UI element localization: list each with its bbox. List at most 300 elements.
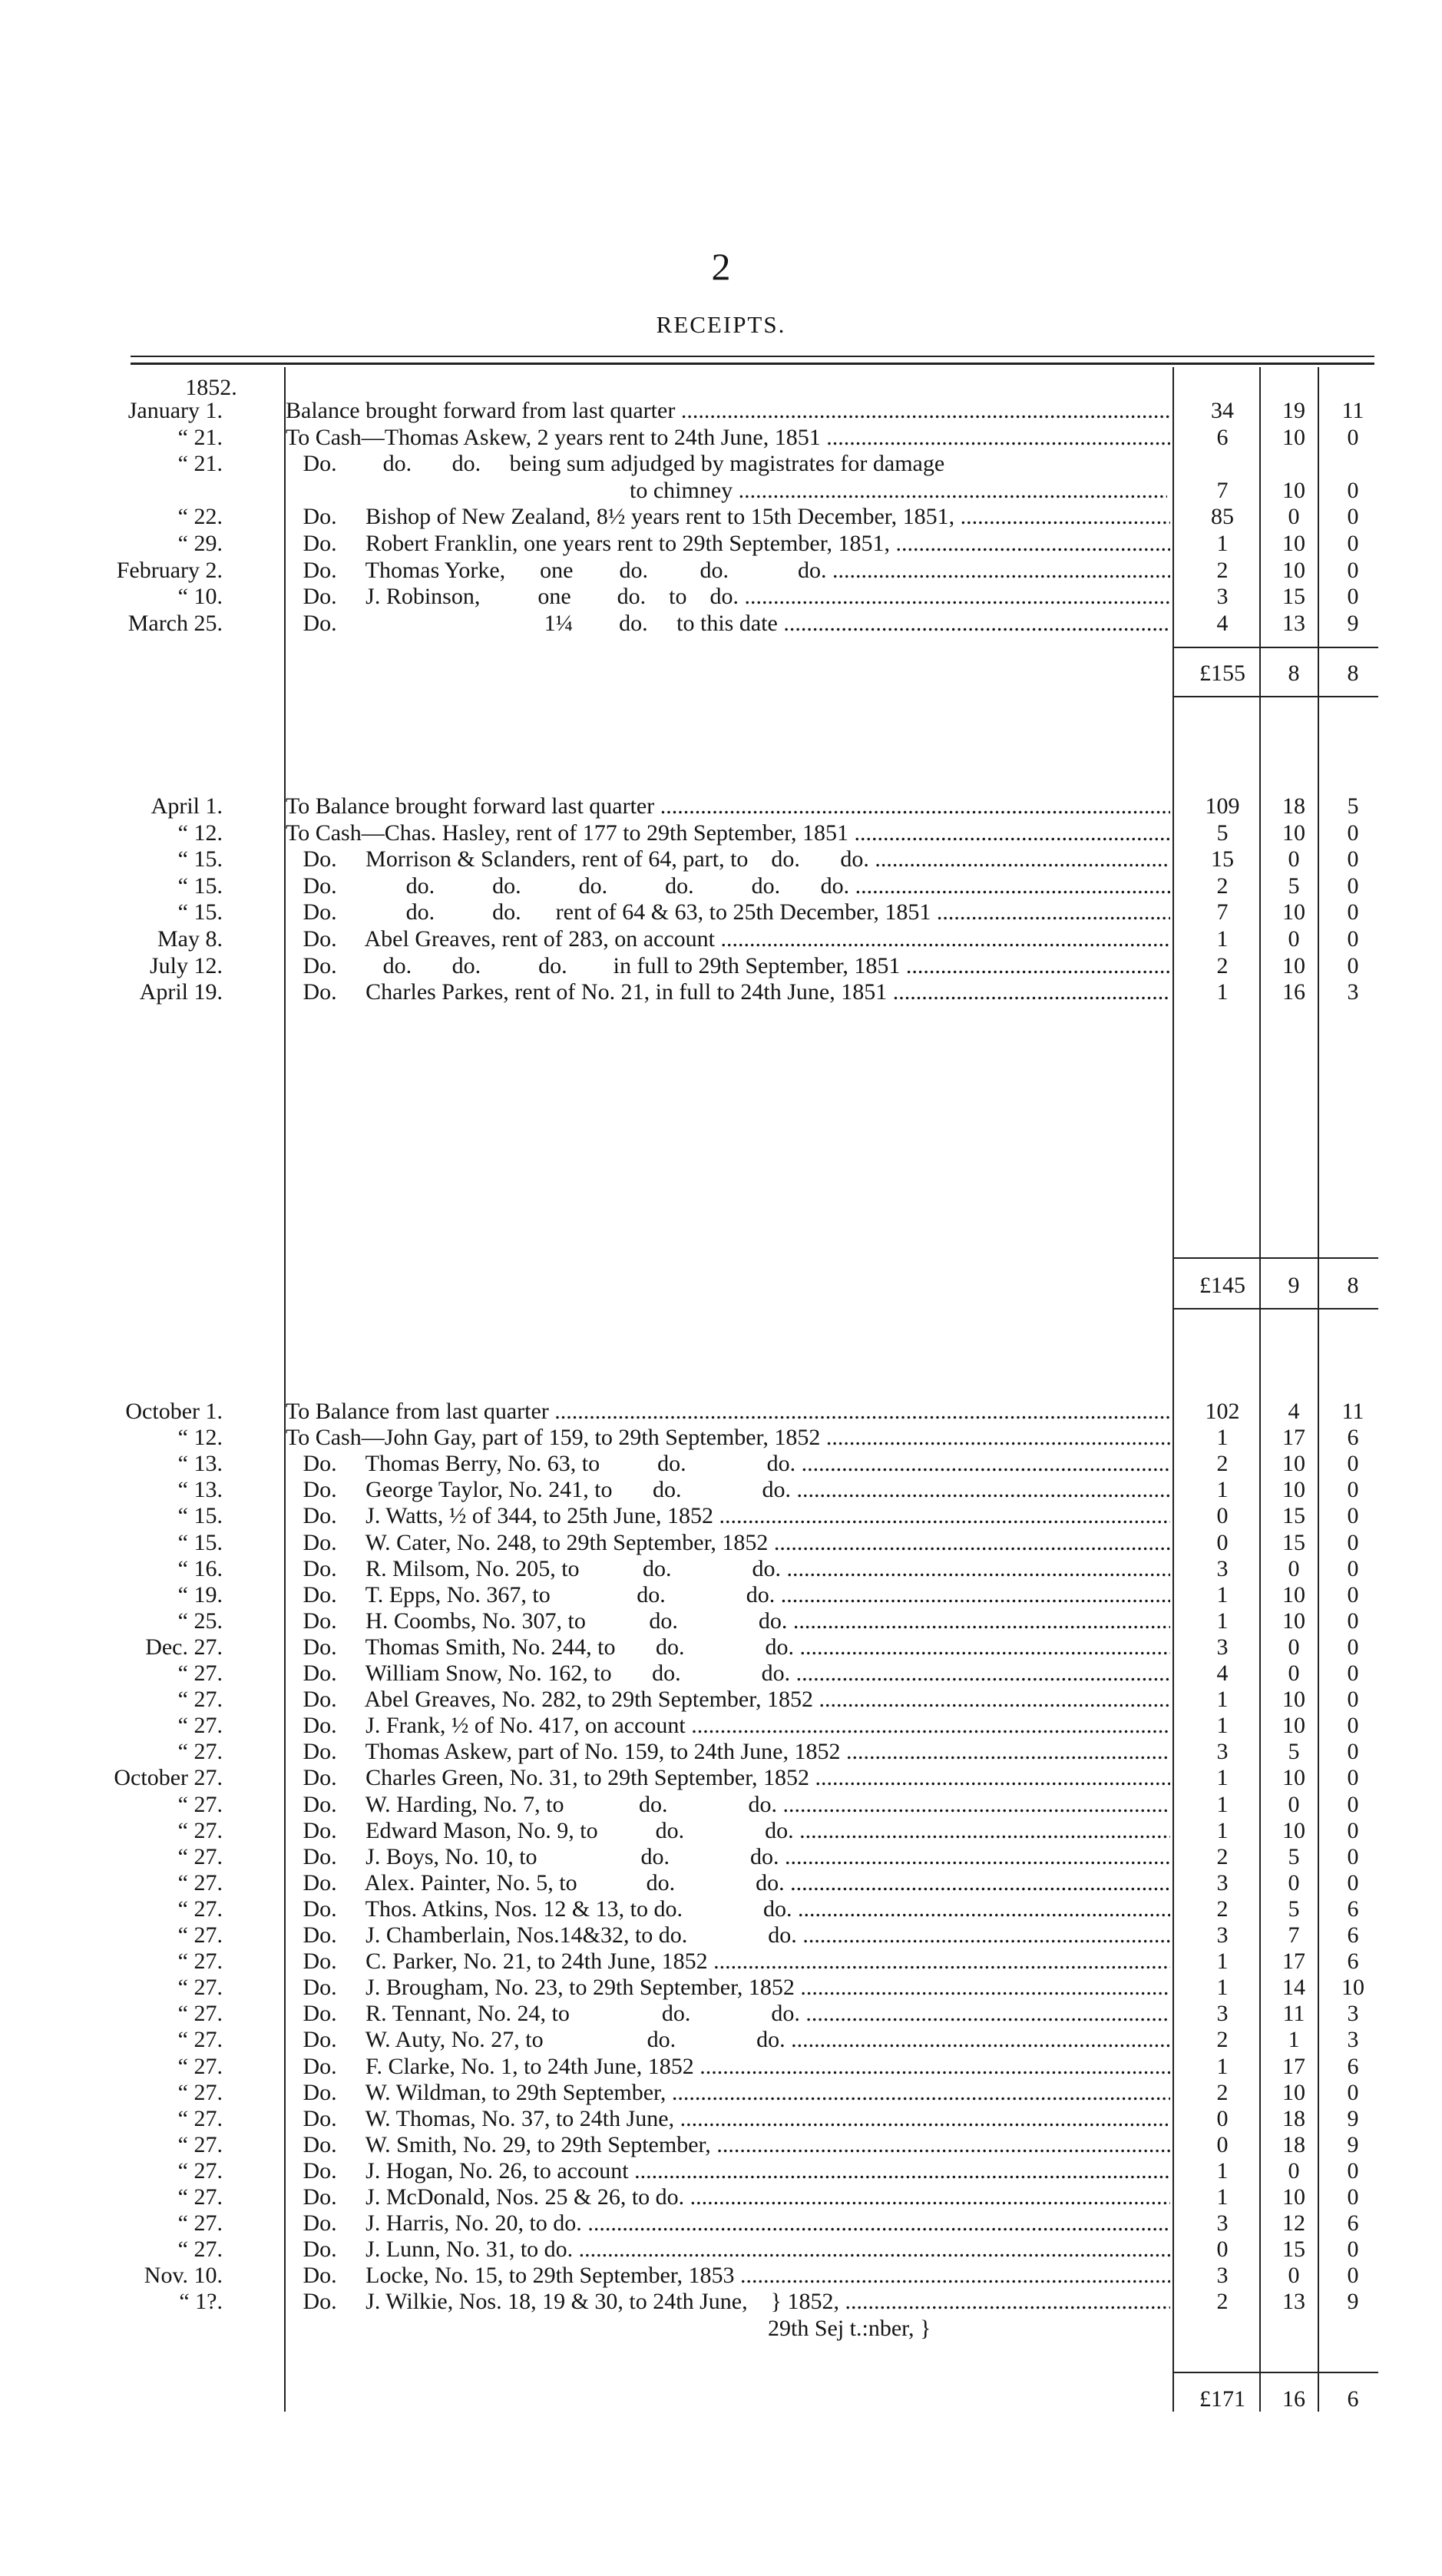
entry-description: Do. J. Brougham, No. 23, to 29th September, 1852 ..... (286, 1975, 1170, 2001)
entry-date: “ 29. (177, 531, 223, 556)
amount-pounds: 3 (1216, 2263, 1229, 2288)
amount-shillings: 13 (1282, 611, 1305, 636)
ledger-row (0, 846, 1442, 872)
amount-shillings: 10 (1282, 425, 1305, 450)
entry-description: Do. Thomas Askew, part of No. 159, to 24th June, 1852 ..... (286, 1739, 1170, 1765)
amount-shillings: 0 (1288, 1792, 1300, 1817)
entry-date: May 8. (157, 926, 223, 952)
amount-pounds: 2 (1216, 1451, 1229, 1476)
entry-description: 29th Sej t.:nber, } (768, 2316, 931, 2341)
entry-date: “ 27. (177, 1687, 223, 1712)
ledger-row (0, 398, 1442, 424)
entry-description: To Cash—Thomas Askew, 2 years rent to 24th June, 1851 ..... (286, 425, 1170, 451)
amount-pence: 10 (1341, 1975, 1364, 2000)
ledger-row (0, 2210, 1442, 2237)
entry-description: Do. F. Clarke, No. 1, to 24th June, 1852 ..... (286, 2054, 1170, 2080)
amount-pence: 0 (1347, 2184, 1359, 2210)
amount-pence: 0 (1347, 953, 1359, 978)
amount-shillings: 0 (1288, 1660, 1300, 1686)
amount-shillings: 10 (1282, 953, 1305, 978)
ledger-row (0, 1608, 1442, 1634)
ledger-row (0, 611, 1442, 637)
entry-date: April 1. (150, 793, 223, 819)
amount-pence: 0 (1347, 558, 1359, 583)
entry-date: “ 27. (177, 1975, 223, 2000)
amount-shillings: 1 (1288, 2027, 1300, 2052)
amount-shillings: 15 (1282, 2237, 1305, 2262)
amount-pounds: 1 (1216, 1477, 1229, 1502)
amount-pence: 0 (1347, 1634, 1359, 1660)
section-total-row (0, 1273, 1442, 1299)
entry-date: “ 27. (177, 2054, 223, 2079)
entry-description: To Cash—John Gay, part of 159, to 29th September, 1852 ..... (286, 1425, 1170, 1451)
amount-pounds: 0 (1216, 1530, 1229, 1555)
entry-description: Do. Thomas Berry, No. 63, to do. do. ..... (286, 1451, 1170, 1477)
amount-pence: 0 (1347, 2158, 1359, 2184)
entry-description: Do. do. do. rent of 64 & 63, to 25th December, 1851 ..... (286, 899, 1170, 925)
ledger-row (0, 926, 1442, 952)
amount-pounds: 1 (1216, 1949, 1229, 1974)
amount-pence: 0 (1347, 2263, 1359, 2288)
entry-date: “ 27. (177, 1660, 223, 1686)
ledger-row (0, 1975, 1442, 2001)
amount-pounds: 4 (1216, 1660, 1229, 1686)
entry-description: Do. Charles Parkes, rent of No. 21, in full to 24th June, 1851 ..... (286, 979, 1170, 1005)
entry-date: “ 27. (177, 2132, 223, 2157)
entry-description: Do. Bishop of New Zealand, 8½ years rent to 15th December, 1851, ..... (286, 504, 1170, 530)
amount-pence: 6 (1347, 1896, 1359, 1922)
entry-description: Do. H. Coombs, No. 307, to do. do. ..... (286, 1608, 1170, 1634)
total-pounds: £171 (1199, 2386, 1245, 2412)
amount-shillings: 10 (1282, 1608, 1305, 1634)
amount-shillings: 0 (1288, 926, 1300, 952)
amount-pence: 0 (1347, 1739, 1359, 1764)
ledger-row (0, 451, 1442, 477)
entry-date: July 12. (149, 953, 223, 978)
amount-pence: 0 (1347, 1660, 1359, 1686)
entry-date: “ 15. (177, 873, 223, 899)
amount-pounds: 2 (1216, 2027, 1229, 2052)
ledger-row (0, 1792, 1442, 1818)
ledger-row (0, 2054, 1442, 2080)
year-label: 1852. (185, 375, 237, 400)
ledger-row (0, 899, 1442, 925)
entry-description: Do. Abel Greaves, No. 282, to 29th September, 1852 ..... (286, 1687, 1170, 1713)
amount-pence: 9 (1347, 2132, 1359, 2157)
amount-pence: 0 (1347, 1818, 1359, 1843)
entry-date: “ 27. (177, 1739, 223, 1764)
amount-pence: 3 (1347, 979, 1359, 1005)
entry-date: “ 25. (177, 1608, 223, 1634)
entry-description: Do. R. Milsom, No. 205, to do. do. ..... (286, 1556, 1170, 1582)
entry-date: “ 27. (177, 2158, 223, 2184)
ledger-row (0, 2158, 1442, 2184)
amount-pence: 0 (1347, 1792, 1359, 1817)
amount-shillings: 10 (1282, 478, 1305, 503)
amount-shillings: 10 (1282, 1765, 1305, 1790)
entry-description: Do. J. Watts, ½ of 344, to 25th June, 1852 ..... (286, 1503, 1170, 1529)
entry-description: To Balance brought forward last quarter ..... (286, 793, 1170, 819)
amount-pounds: 7 (1216, 899, 1229, 925)
amount-pence: 3 (1347, 2027, 1359, 2052)
entry-description: Do. J. Wilkie, Nos. 18, 19 & 30, to 24th June, } 1852, ..... (286, 2289, 1170, 2315)
amount-shillings: 5 (1288, 1844, 1300, 1869)
amount-pence: 0 (1347, 1451, 1359, 1476)
total-pence: 8 (1347, 1273, 1359, 1298)
entry-date: Nov. 10. (144, 2263, 223, 2288)
total-bottom-rule (1173, 696, 1378, 697)
amount-pounds: 1 (1216, 1765, 1229, 1790)
amount-pounds: 1 (1216, 926, 1229, 952)
amount-shillings: 7 (1288, 1922, 1300, 1948)
entry-date: “ 27. (177, 2106, 223, 2131)
amount-pounds: 1 (1216, 1975, 1229, 2000)
entry-description: Do. Morrison & Sclanders, rent of 64, part, to do. do. ..... (286, 846, 1170, 872)
amount-shillings: 4 (1288, 1399, 1300, 1424)
ledger-row (0, 1399, 1442, 1425)
amount-pounds: 102 (1205, 1399, 1240, 1424)
entry-date: “ 12. (177, 1425, 223, 1450)
amount-pence: 0 (1347, 478, 1359, 503)
amount-shillings: 16 (1282, 979, 1305, 1005)
amount-pounds: 109 (1205, 793, 1240, 819)
amount-shillings: 10 (1282, 899, 1305, 925)
amount-pounds: 6 (1216, 425, 1229, 450)
ledger-row (0, 2080, 1442, 2106)
section-total-row (0, 2386, 1442, 2412)
ledger-row (0, 2106, 1442, 2132)
entry-date: “ 13. (177, 1477, 223, 1502)
amount-shillings: 10 (1282, 1477, 1305, 1502)
ledger-row (0, 1765, 1442, 1791)
ledger-row (0, 820, 1442, 846)
ledger-row (0, 2289, 1442, 2315)
amount-pence: 9 (1347, 2106, 1359, 2131)
ledger-row (0, 2027, 1442, 2053)
amount-pence: 6 (1347, 1949, 1359, 1974)
ledger-row (0, 1582, 1442, 1608)
entry-description: Do. W. Thomas, No. 37, to 24th June, ..... (286, 2106, 1170, 2132)
entry-date: “ 22. (177, 504, 223, 529)
total-pounds: £155 (1199, 661, 1245, 686)
entry-description: Do. C. Parker, No. 21, to 24th June, 1852 ..... (286, 1949, 1170, 1975)
ledger-row (0, 531, 1442, 557)
entry-description: Do. J. Frank, ½ of No. 417, on account ..... (286, 1713, 1170, 1739)
entry-date: “ 27. (177, 1922, 223, 1948)
entry-date: “ 13. (177, 1451, 223, 1476)
amount-pence: 0 (1347, 425, 1359, 450)
amount-pounds: 5 (1216, 820, 1229, 846)
amount-pence: 0 (1347, 873, 1359, 899)
entry-date: “ 27. (177, 2001, 223, 2026)
amount-pence: 11 (1341, 1399, 1364, 1424)
ledger-row (0, 2316, 1442, 2342)
amount-pounds: 2 (1216, 2289, 1229, 2314)
amount-shillings: 11 (1282, 2001, 1305, 2026)
amount-pounds: 1 (1216, 1792, 1229, 1817)
entry-description: To Cash—Chas. Hasley, rent of 177 to 29th September, 1851 ..... (286, 820, 1170, 846)
amount-shillings: 10 (1282, 2184, 1305, 2210)
amount-shillings: 10 (1282, 1451, 1305, 1476)
ledger-row (0, 2237, 1442, 2263)
entry-description: Do. J. Boys, No. 10, to do. do. ..... (286, 1844, 1170, 1870)
amount-pence: 11 (1341, 398, 1364, 423)
entry-date: February 2. (116, 558, 223, 583)
entry-date: “ 12. (177, 820, 223, 846)
entry-description: Do. W. Smith, No. 29, to 29th September, ..... (286, 2132, 1170, 2158)
amount-pence: 5 (1347, 793, 1359, 819)
amount-pence: 0 (1347, 1687, 1359, 1712)
amount-pence: 0 (1347, 531, 1359, 556)
amount-pounds: 2 (1216, 558, 1229, 583)
entry-description: Do. do. do. do. do. do. do. ..... (286, 873, 1170, 899)
amount-pounds: 3 (1216, 1556, 1229, 1581)
amount-pounds: 3 (1216, 1739, 1229, 1764)
amount-shillings: 17 (1282, 1425, 1305, 1450)
ledger-row (0, 873, 1442, 899)
amount-pence: 0 (1347, 820, 1359, 846)
amount-pounds: 2 (1216, 873, 1229, 899)
amount-shillings: 17 (1282, 2054, 1305, 2079)
entry-date: “ 15. (177, 1530, 223, 1555)
amount-shillings: 0 (1288, 1634, 1300, 1660)
ledger-row (0, 1503, 1442, 1529)
amount-pounds: 1 (1216, 979, 1229, 1005)
ledger-row (0, 478, 1442, 504)
entry-description: Do. Thomas Yorke, one do. do. do. ..... (286, 558, 1170, 584)
entry-description: Do. Abel Greaves, rent of 283, on account ..... (286, 926, 1170, 952)
amount-shillings: 10 (1282, 1687, 1305, 1712)
entry-description: Do. George Taylor, No. 241, to do. do. ..... (286, 1477, 1170, 1503)
entry-date: “ 27. (177, 1713, 223, 1738)
total-shillings: 9 (1288, 1273, 1300, 1298)
ledger-row (0, 793, 1442, 819)
amount-pence: 0 (1347, 1870, 1359, 1896)
ledger-row (0, 2001, 1442, 2027)
amount-pounds: 3 (1216, 1634, 1229, 1660)
entry-description: Do. R. Tennant, No. 24, to do. do. ..... (286, 2001, 1170, 2027)
entry-date: Dec. 27. (145, 1634, 223, 1660)
entry-description: Do. Alex. Painter, No. 5, to do. do. ..... (286, 1870, 1170, 1896)
ledger-row (0, 1425, 1442, 1451)
entry-date: March 25. (127, 611, 223, 636)
amount-shillings: 0 (1288, 1556, 1300, 1581)
amount-shillings: 0 (1288, 2263, 1300, 2288)
amount-pence: 9 (1347, 2289, 1359, 2314)
entry-date: “ 21. (177, 451, 223, 476)
entry-description: Do. do. do. do. in full to 29th September, 1851 ..... (286, 953, 1170, 979)
amount-pence: 9 (1347, 611, 1359, 636)
entry-date: “ 27. (177, 2237, 223, 2262)
amount-shillings: 0 (1288, 1870, 1300, 1896)
amount-pence: 0 (1347, 1556, 1359, 1581)
entry-date: “ 15. (177, 846, 223, 872)
amount-pounds: 0 (1216, 2132, 1229, 2157)
entry-description: Do. J. Lunn, No. 31, to do. ..... (286, 2237, 1170, 2263)
ledger-row (0, 2263, 1442, 2289)
amount-pounds: 2 (1216, 1844, 1229, 1869)
entry-date: “ 27. (177, 1896, 223, 1922)
total-pence: 8 (1347, 661, 1359, 686)
amount-shillings: 18 (1282, 2132, 1305, 2157)
ledger-row (0, 2184, 1442, 2210)
ledger-row (0, 979, 1442, 1005)
entry-description: Do. Edward Mason, No. 9, to do. do. ..... (286, 1818, 1170, 1844)
amount-pence: 0 (1347, 1713, 1359, 1738)
total-pounds: £145 (1199, 1273, 1245, 1298)
amount-pence: 0 (1347, 1765, 1359, 1790)
entry-description: Do. Charles Green, No. 31, to 29th September, 1852 ..... (286, 1765, 1170, 1791)
entry-date: “ 27. (177, 2184, 223, 2210)
amount-shillings: 12 (1282, 2210, 1305, 2236)
amount-shillings: 10 (1282, 1713, 1305, 1738)
entry-date: “ 19. (177, 1582, 223, 1608)
ledger-row (0, 1660, 1442, 1687)
ledger-row (0, 1530, 1442, 1556)
amount-shillings: 19 (1282, 398, 1305, 423)
page-number: 2 (711, 245, 731, 288)
total-rule (1173, 2372, 1378, 2373)
amount-pounds: 1 (1216, 1582, 1229, 1608)
amount-pounds: 0 (1216, 1503, 1229, 1528)
entry-description: Do. J. Hogan, No. 26, to account ..... (286, 2158, 1170, 2184)
entry-date: “ 1?. (179, 2289, 223, 2314)
ledger-row (0, 1818, 1442, 1844)
amount-shillings: 10 (1282, 2080, 1305, 2105)
amount-shillings: 0 (1288, 504, 1300, 529)
ledger-row (0, 1634, 1442, 1660)
ledger-row (0, 1844, 1442, 1870)
entry-description: To Balance from last quarter ..... (286, 1399, 1170, 1425)
amount-shillings: 5 (1288, 1896, 1300, 1922)
ledger-row (0, 2132, 1442, 2158)
amount-pounds: 3 (1216, 2210, 1229, 2236)
entry-description: Do. W. Harding, No. 7, to do. do. ..... (286, 1792, 1170, 1818)
total-rule (1173, 647, 1378, 648)
entry-description: Do. J. Harris, No. 20, to do. ..... (286, 2210, 1170, 2237)
amount-pence: 0 (1347, 1477, 1359, 1502)
entry-date: “ 27. (177, 2080, 223, 2105)
amount-shillings: 15 (1282, 1530, 1305, 1555)
entry-date: “ 27. (177, 1844, 223, 1869)
amount-pence: 0 (1347, 1608, 1359, 1634)
entry-description: Do. Robert Franklin, one years rent to 29th September, 1851, ..... (286, 531, 1170, 557)
entry-date: “ 27. (177, 1870, 223, 1896)
entry-date: January 1. (127, 398, 223, 423)
ledger-row (0, 425, 1442, 451)
total-bottom-rule (1173, 1308, 1378, 1310)
entry-description: Balance brought forward from last quarter ..... (286, 398, 1170, 424)
ledger-row (0, 1949, 1442, 1975)
amount-pounds: 0 (1216, 2106, 1229, 2131)
ledger-row (0, 1870, 1442, 1896)
entry-date: October 27. (114, 1765, 223, 1790)
amount-shillings: 0 (1288, 2158, 1300, 2184)
amount-pence: 0 (1347, 1844, 1359, 1869)
amount-pence: 6 (1347, 2054, 1359, 2079)
ledger-row (0, 1713, 1442, 1739)
amount-pounds: 2 (1216, 1896, 1229, 1922)
amount-shillings: 10 (1282, 558, 1305, 583)
entry-description: Do. do. do. being sum adjudged by magistrates for damage (286, 451, 945, 476)
amount-pence: 0 (1347, 1530, 1359, 1555)
entry-description: Do. T. Epps, No. 367, to do. do. ..... (286, 1582, 1170, 1608)
ledger-row (0, 1451, 1442, 1477)
entry-date: “ 10. (177, 584, 223, 609)
entry-description: Do. Thomas Smith, No. 244, to do. do. ..... (286, 1634, 1170, 1660)
total-shillings: 16 (1282, 2386, 1305, 2412)
amount-pence: 0 (1347, 504, 1359, 529)
amount-shillings: 10 (1282, 531, 1305, 556)
entry-date: “ 27. (177, 1949, 223, 1974)
section-total-row (0, 661, 1442, 687)
amount-pence: 0 (1347, 2080, 1359, 2105)
amount-pounds: 7 (1216, 478, 1229, 503)
amount-shillings: 14 (1282, 1975, 1305, 2000)
amount-shillings: 5 (1288, 873, 1300, 899)
amount-pounds: 1 (1216, 1713, 1229, 1738)
ledger-row (0, 1556, 1442, 1582)
amount-pounds: 3 (1216, 1922, 1229, 1948)
entry-date: April 19. (139, 979, 223, 1005)
amount-pounds: 2 (1216, 2080, 1229, 2105)
amount-pounds: 1 (1216, 1608, 1229, 1634)
amount-shillings: 15 (1282, 584, 1305, 609)
entry-description: to chimney ..... (630, 478, 1167, 504)
amount-pence: 6 (1347, 1425, 1359, 1450)
total-rule (1173, 1257, 1378, 1259)
amount-pounds: 1 (1216, 1425, 1229, 1450)
amount-pounds: 3 (1216, 2001, 1229, 2026)
page-heading: RECEIPTS. (656, 311, 786, 338)
amount-shillings: 18 (1282, 2106, 1305, 2131)
amount-pounds: 4 (1216, 611, 1229, 636)
amount-pence: 0 (1347, 584, 1359, 609)
total-pence: 6 (1347, 2386, 1359, 2412)
amount-shillings: 13 (1282, 2289, 1305, 2314)
entry-description: Do. William Snow, No. 162, to do. do. ..... (286, 1660, 1170, 1687)
entry-description: Do. J. McDonald, Nos. 25 & 26, to do. ..... (286, 2184, 1170, 2210)
ledger-row (0, 1739, 1442, 1765)
amount-shillings: 18 (1282, 793, 1305, 819)
amount-pence: 6 (1347, 1922, 1359, 1948)
ledger-row (0, 558, 1442, 584)
amount-pence: 3 (1347, 2001, 1359, 2026)
amount-pounds: 1 (1216, 531, 1229, 556)
amount-pence: 0 (1347, 1582, 1359, 1608)
amount-pounds: 1 (1216, 1687, 1229, 1712)
amount-pounds: 1 (1216, 2184, 1229, 2210)
entry-date: “ 21. (177, 425, 223, 450)
amount-pence: 0 (1347, 2237, 1359, 2262)
amount-shillings: 5 (1288, 1739, 1300, 1764)
total-shillings: 8 (1288, 661, 1300, 686)
ledger-row (0, 504, 1442, 530)
amount-shillings: 10 (1282, 820, 1305, 846)
amount-pounds: 1 (1216, 1818, 1229, 1843)
amount-shillings: 15 (1282, 1503, 1305, 1528)
entry-date: “ 27. (177, 2210, 223, 2236)
ledger-row (0, 953, 1442, 979)
ledger-row (0, 1922, 1442, 1949)
entry-date: “ 27. (177, 1792, 223, 1817)
entry-date: “ 15. (177, 899, 223, 925)
ledger-row (0, 1477, 1442, 1503)
amount-pounds: 0 (1216, 2237, 1229, 2262)
entry-description: Do. W. Auty, No. 27, to do. do. ..... (286, 2027, 1170, 2053)
entry-date: “ 15. (177, 1503, 223, 1528)
entry-date: “ 27. (177, 2027, 223, 2052)
